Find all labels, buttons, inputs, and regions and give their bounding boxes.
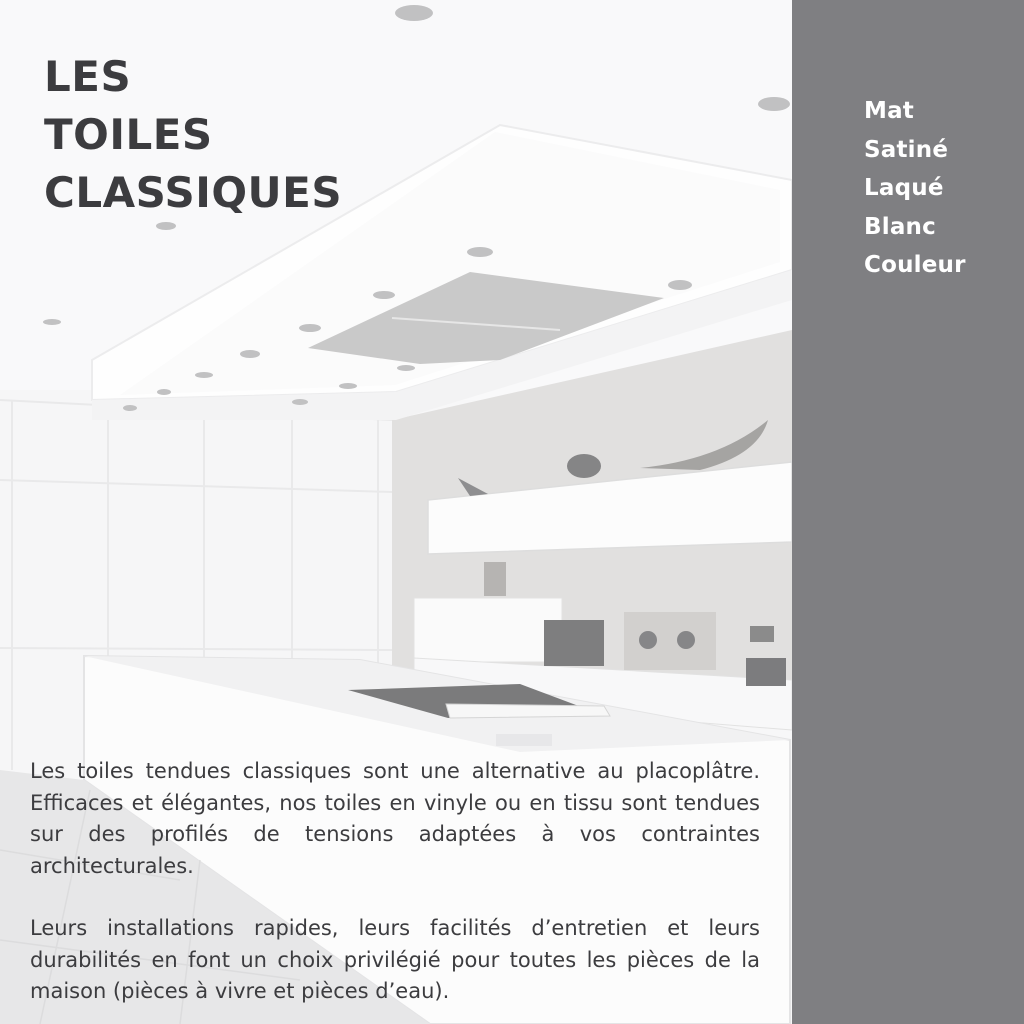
description-paragraph-2: Leurs installations rapides, leurs facilités d’entretien et leurs durabilités en font un choix privilégié pour toutes les pièces de la maison (pièces à vivre et pièces d’eau).	[30, 916, 760, 1003]
description	[30, 756, 760, 1008]
finish-item-laque: Laqué	[864, 175, 944, 201]
title-line-2: TOILES	[44, 110, 213, 159]
page-title	[44, 48, 424, 222]
title-line-1: LES	[44, 52, 132, 101]
finishes-panel	[792, 0, 1024, 1024]
finish-item-blanc: Blanc	[864, 213, 936, 240]
finish-item-mat: Mat	[864, 98, 915, 124]
finish-item-satine: Satiné	[864, 136, 949, 163]
title-line-3: CLASSIQUES	[44, 168, 343, 217]
finishes-list	[864, 92, 966, 285]
finish-item-couleur: Couleur	[864, 252, 966, 278]
description-paragraph-1: Les toiles tendues classiques sont une alternative au placoplâtre. Efficaces et élégantes, nos toiles en vinyle ou en tissu sont tendues sur des profilés de tensions adaptées à vos contraintes architecturales.	[30, 759, 760, 878]
